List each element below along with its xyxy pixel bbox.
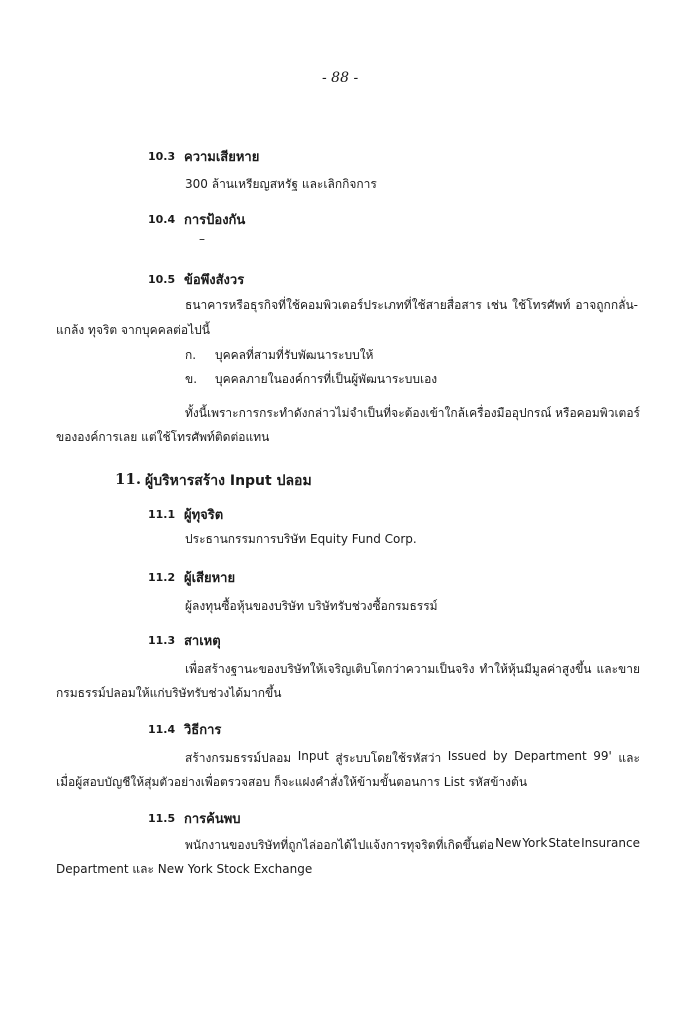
section-11-number: 11.: [115, 470, 142, 488]
section-10-5-para1-line2: แกล้ง ทุจริต จากบุคคลต่อไปนี้: [56, 323, 210, 337]
word: เช่น: [486, 298, 508, 312]
section-10-3-text: 300 ล้านเหรียญสหรัฐ และเลิกกิจการ: [185, 177, 377, 191]
word: Insurance: [581, 836, 640, 850]
section-10-5-para2-line2: ขององค์การเลย แต่ใช้โทรศัพท์ติดต่อแทน: [56, 430, 270, 444]
word: เพื่อสร้างฐานะของบริษัทให้เจริญเติบโตกว่าความเป็นจริง: [185, 662, 475, 676]
page-number: - 88 -: [322, 70, 359, 86]
word: Input: [297, 749, 329, 763]
list-marker-b: ข.: [185, 372, 198, 386]
section-10-5-para1-line1: [185, 296, 638, 315]
word: หรือคอมพิวเตอร์: [555, 406, 640, 420]
word: พนักงานของบริษัทที่ถูกไล่ออกได้ไปแจ้งการทุจริตที่เกิดขึ้นต่อ: [185, 838, 495, 852]
section-10-4-number: 10.4: [148, 213, 176, 226]
section-11-title: ผู้บริหารสร้าง Input ปลอม: [145, 473, 312, 489]
word: by: [492, 749, 508, 763]
section-11-2-title: ผู้เสียหาย: [184, 571, 236, 586]
section-11-5-line1: [185, 836, 640, 855]
section-11-1-title: ผู้ทุจริต: [184, 508, 224, 523]
word: ทำให้หุ้นมีมูลค่าสูงขึ้น: [479, 662, 592, 676]
word: และ: [618, 751, 640, 765]
section-10-3-number: 10.3: [148, 150, 176, 163]
section-10-5-title: ข้อพึงสังวร: [184, 273, 245, 288]
word: York: [522, 836, 548, 850]
section-11-5-line2: Department และ New York Stock Exchange: [56, 862, 313, 876]
list-item-b: บุคคลภายในองค์การที่เป็นผู้พัฒนาระบบเอง: [215, 372, 438, 386]
section-11-5-number: 11.5: [148, 812, 176, 825]
word: ใช้โทรศัพท์: [512, 298, 571, 312]
section-11-2-number: 11.2: [148, 571, 176, 584]
section-11-1-number: 11.1: [148, 508, 176, 521]
section-11-3-number: 11.3: [148, 634, 176, 647]
word: สู่ระบบโดยใช้รหัสว่า: [335, 751, 442, 765]
section-10-5-number: 10.5: [148, 273, 176, 286]
section-11-4-line2: เมื่อผู้สอบบัญชีให้สุ่มตัวอย่างเพื่อตรวจสอบ ก็จะแฝงคำสั่งให้ข้ามขั้นตอนการ List รหัสข้างต้น: [56, 775, 528, 789]
list-marker-a: ก.: [185, 348, 197, 362]
section-10-4-title: การป้องกัน: [184, 213, 246, 228]
section-10-4-dash: –: [199, 232, 205, 246]
section-10-3-title: ความเสียหาย: [184, 150, 260, 165]
section-11-5-title: การค้นพบ: [184, 812, 241, 827]
section-11-2-text: ผู้ลงทุนซื้อหุ้นของบริษัท บริษัทรับช่วงซื้อกรมธรรม์: [185, 599, 438, 613]
word: ธนาคารหรือธุรกิจที่ใช้คอมพิวเตอร์ประเภทที่ใช้สายสื่อสาร: [185, 298, 482, 312]
section-11-4-number: 11.4: [148, 723, 176, 736]
word: อาจถูกกลั่น-: [575, 298, 638, 312]
section-11-3-line1: [185, 660, 640, 679]
word: ทั้งนี้เพราะการกระทำดังกล่าวไม่จำเป็นที่จะต้องเข้าใกล้เครื่องมืออุปกรณ์: [185, 406, 552, 420]
word: สร้างกรมธรรม์ปลอม: [185, 751, 292, 765]
word: และขาย: [596, 662, 640, 676]
section-10-5-para2-line1: [185, 404, 640, 423]
word: New: [495, 836, 522, 850]
section-11-4-line1: [185, 749, 640, 768]
word: Department: [514, 749, 587, 763]
list-item-a: บุคคลที่สามที่รับพัฒนาระบบให้: [215, 348, 374, 362]
word: Issued: [447, 749, 487, 763]
section-11-1-text: ประธานกรรมการบริษัท Equity Fund Corp.: [185, 532, 417, 546]
section-11-4-title: วิธีการ: [184, 723, 222, 738]
section-11-3-line2: กรมธรรม์ปลอมให้แก่บริษัทรับช่วงได้มากขึ้น: [56, 686, 282, 700]
word: 99': [593, 749, 612, 763]
word: State: [548, 836, 581, 850]
section-11-3-title: สาเหตุ: [184, 634, 221, 649]
